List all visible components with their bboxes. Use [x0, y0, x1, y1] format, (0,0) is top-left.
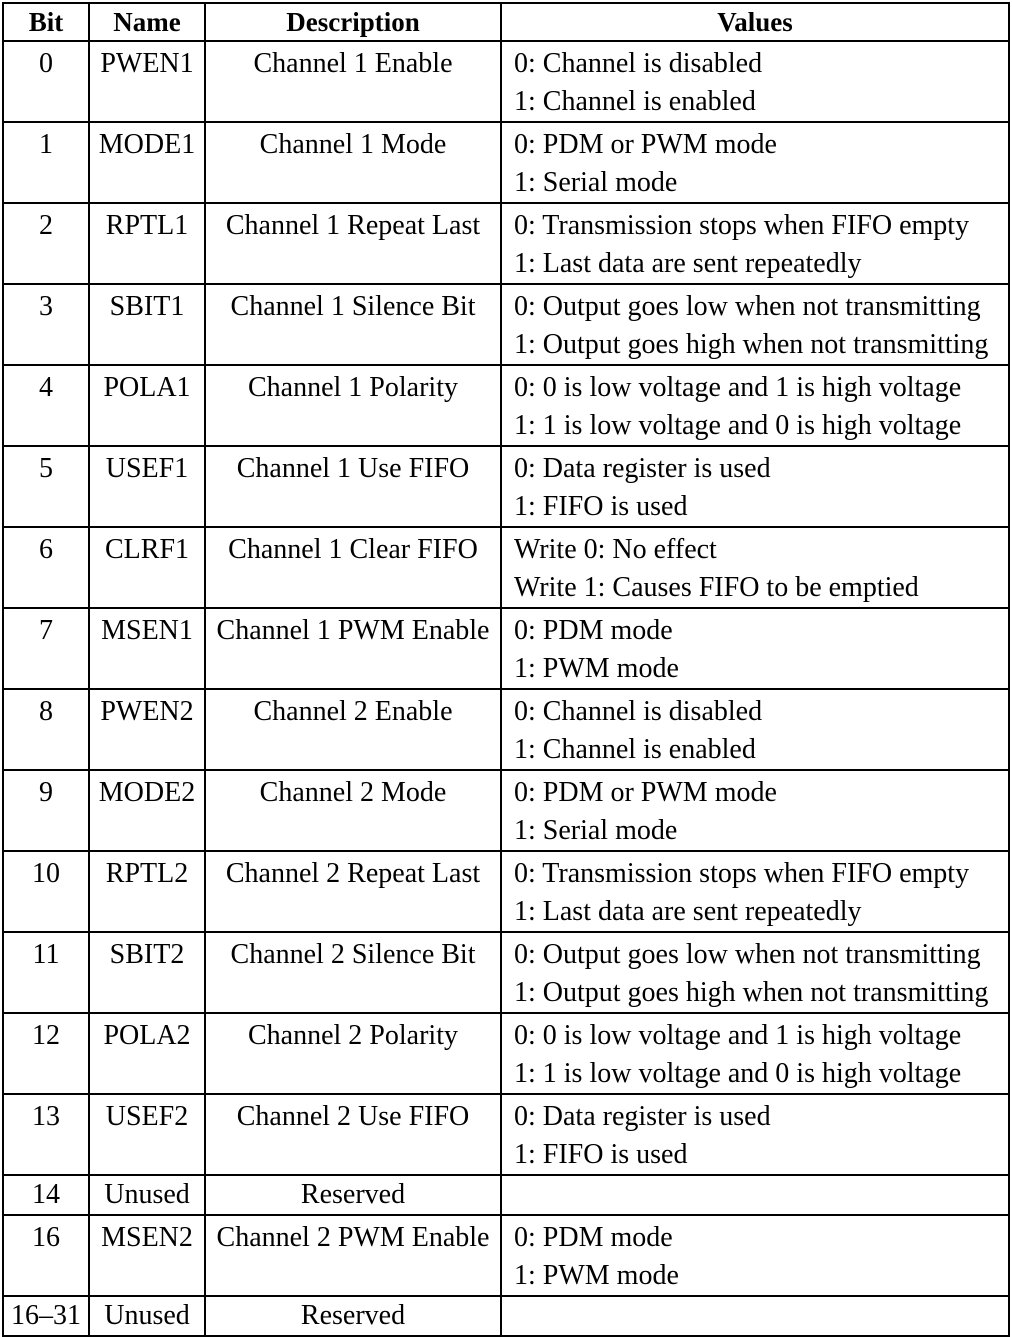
cell-bit: 10 — [3, 851, 89, 932]
value-line: 0: 0 is low voltage and 1 is high voltage — [514, 372, 962, 403]
value-line: 1: 1 is low voltage and 0 is high voltage — [514, 1058, 962, 1089]
value-line: 0: Data register is used — [514, 453, 771, 484]
table-row — [3, 932, 1009, 1013]
cell-description: Channel 2 Enable — [205, 689, 501, 770]
table-row — [3, 851, 1009, 932]
cell-values — [501, 1094, 1009, 1175]
cell-bit: 1 — [3, 122, 89, 203]
cell-name: RPTL2 — [89, 851, 205, 932]
cell-name: POLA1 — [89, 365, 205, 446]
value-line: 1: Serial mode — [514, 167, 678, 198]
cell-values — [501, 446, 1009, 527]
table-row — [3, 446, 1009, 527]
cell-bit: 0 — [3, 41, 89, 122]
cell-name: MSEN1 — [89, 608, 205, 689]
cell-bit: 9 — [3, 770, 89, 851]
table-row — [3, 203, 1009, 284]
cell-name: POLA2 — [89, 1013, 205, 1094]
cell-description: Reserved — [205, 1175, 501, 1215]
value-line: 0: PDM or PWM mode — [514, 777, 777, 808]
cell-description: Channel 2 Repeat Last — [205, 851, 501, 932]
value-line: 1: Serial mode — [514, 815, 678, 846]
cell-bit: 7 — [3, 608, 89, 689]
cell-description: Reserved — [205, 1296, 501, 1336]
cell-bit: 12 — [3, 1013, 89, 1094]
cell-description: Channel 1 Polarity — [205, 365, 501, 446]
value-line: 0: PDM mode — [514, 615, 673, 646]
value-line: Write 1: Causes FIFO to be emptied — [514, 572, 919, 603]
value-line: 1: Output goes high when not transmitting — [514, 977, 989, 1008]
table-row — [3, 41, 1009, 122]
cell-description: Channel 1 Clear FIFO — [205, 527, 501, 608]
cell-values — [501, 851, 1009, 932]
cell-values — [501, 770, 1009, 851]
table-row — [3, 527, 1009, 608]
value-line: 1: FIFO is used — [514, 491, 688, 522]
cell-name: MODE2 — [89, 770, 205, 851]
table-row — [3, 284, 1009, 365]
cell-description: Channel 2 Polarity — [205, 1013, 501, 1094]
header-description: Description — [205, 3, 501, 41]
value-line: 1: FIFO is used — [514, 1139, 688, 1170]
value-line: 0: PDM or PWM mode — [514, 129, 777, 160]
cell-name: PWEN2 — [89, 689, 205, 770]
cell-bit: 8 — [3, 689, 89, 770]
cell-name: USEF1 — [89, 446, 205, 527]
cell-bit: 16 — [3, 1215, 89, 1296]
table-row — [3, 1094, 1009, 1175]
cell-name: SBIT2 — [89, 932, 205, 1013]
header-bit: Bit — [3, 3, 89, 41]
value-line: 0: Channel is disabled — [514, 48, 763, 79]
table-row — [3, 1013, 1009, 1094]
cell-bit: 13 — [3, 1094, 89, 1175]
cell-name: Unused — [89, 1296, 205, 1336]
table-row — [3, 1175, 1009, 1215]
cell-description: Channel 1 Repeat Last — [205, 203, 501, 284]
value-line: 0: Output goes low when not transmitting — [514, 291, 981, 322]
header-name: Name — [89, 3, 205, 41]
cell-name: MSEN2 — [89, 1215, 205, 1296]
cell-description: Channel 1 Mode — [205, 122, 501, 203]
value-line: 0: Transmission stops when FIFO empty — [514, 858, 970, 889]
cell-description: Channel 2 Silence Bit — [205, 932, 501, 1013]
cell-name: RPTL1 — [89, 203, 205, 284]
table-row — [3, 689, 1009, 770]
cell-name: SBIT1 — [89, 284, 205, 365]
value-line: 1: 1 is low voltage and 0 is high voltage — [514, 410, 962, 441]
cell-name: PWEN1 — [89, 41, 205, 122]
cell-values — [501, 527, 1009, 608]
table-row — [3, 1296, 1009, 1336]
value-line: 0: Output goes low when not transmitting — [514, 939, 981, 970]
value-line: 0: PDM mode — [514, 1222, 673, 1253]
cell-name: USEF2 — [89, 1094, 205, 1175]
value-line: 0: 0 is low voltage and 1 is high voltage — [514, 1020, 962, 1051]
cell-values — [501, 1013, 1009, 1094]
table-row — [3, 608, 1009, 689]
table-body — [3, 41, 1009, 1336]
header-values: Values — [501, 3, 1009, 41]
cell-name: CLRF1 — [89, 527, 205, 608]
table-row — [3, 365, 1009, 446]
cell-values — [501, 1175, 1009, 1215]
cell-values — [501, 1296, 1009, 1336]
table-header-row — [3, 3, 1009, 41]
table-row — [3, 770, 1009, 851]
value-line: Write 0: No effect — [514, 534, 717, 565]
cell-name: Unused — [89, 1175, 205, 1215]
value-line: 1: Last data are sent repeatedly — [514, 896, 862, 927]
value-line: 1: PWM mode — [514, 1260, 679, 1291]
value-line: 0: Data register is used — [514, 1101, 771, 1132]
cell-values — [501, 365, 1009, 446]
cell-bit: 5 — [3, 446, 89, 527]
cell-bit: 3 — [3, 284, 89, 365]
cell-values — [501, 1215, 1009, 1296]
cell-values — [501, 608, 1009, 689]
cell-bit: 2 — [3, 203, 89, 284]
cell-name: MODE1 — [89, 122, 205, 203]
cell-values — [501, 41, 1009, 122]
cell-bit: 11 — [3, 932, 89, 1013]
value-line: 1: Channel is enabled — [514, 86, 756, 117]
cell-values — [501, 203, 1009, 284]
value-line: 1: Channel is enabled — [514, 734, 756, 765]
cell-bit: 16–31 — [3, 1296, 89, 1336]
cell-values — [501, 284, 1009, 365]
value-line: 1: Last data are sent repeatedly — [514, 248, 862, 279]
cell-description: Channel 1 Use FIFO — [205, 446, 501, 527]
value-line: 0: Transmission stops when FIFO empty — [514, 210, 970, 241]
cell-description: Channel 1 PWM Enable — [205, 608, 501, 689]
cell-description: Channel 2 PWM Enable — [205, 1215, 501, 1296]
cell-bit: 6 — [3, 527, 89, 608]
register-bit-table — [2, 2, 1010, 1337]
cell-values — [501, 689, 1009, 770]
value-line: 1: PWM mode — [514, 653, 679, 684]
value-line: 1: Output goes high when not transmitting — [514, 329, 989, 360]
cell-description: Channel 2 Use FIFO — [205, 1094, 501, 1175]
cell-description: Channel 2 Mode — [205, 770, 501, 851]
value-line: 0: Channel is disabled — [514, 696, 763, 727]
cell-values — [501, 122, 1009, 203]
table-row — [3, 122, 1009, 203]
cell-values — [501, 932, 1009, 1013]
cell-bit: 4 — [3, 365, 89, 446]
table-row — [3, 1215, 1009, 1296]
cell-description: Channel 1 Silence Bit — [205, 284, 501, 365]
cell-bit: 14 — [3, 1175, 89, 1215]
cell-description: Channel 1 Enable — [205, 41, 501, 122]
